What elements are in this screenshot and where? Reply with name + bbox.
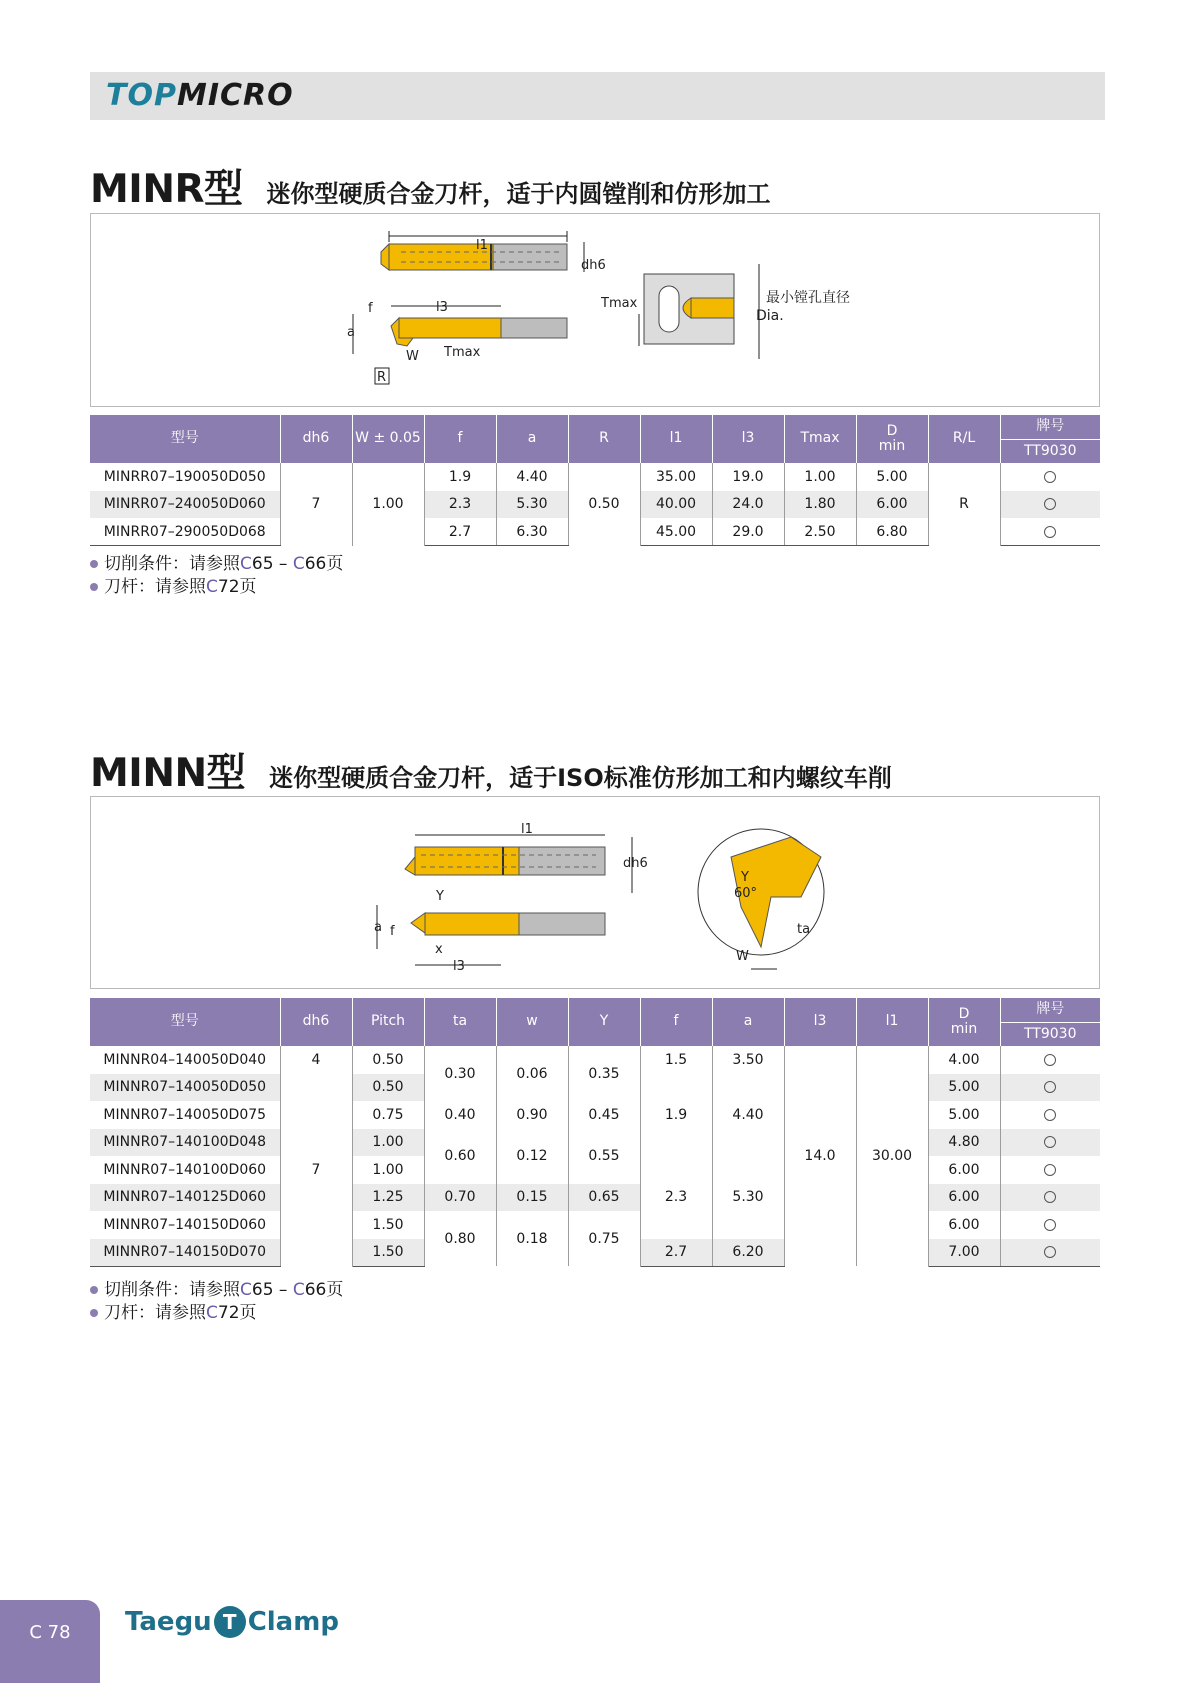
minr-dh6-label: dh6 xyxy=(581,258,606,273)
col-header-ta: ta xyxy=(424,998,496,1046)
minr-model-title: MINR型 xyxy=(90,167,243,212)
col-header-dh6: dh6 xyxy=(280,998,352,1046)
bullet-icon xyxy=(90,560,98,568)
minr-a-label: a xyxy=(347,325,355,340)
col-header-tt9030: TT9030 xyxy=(1000,439,1100,463)
col-header-tmax: Tmax xyxy=(784,415,856,463)
minr-f-label: f xyxy=(368,301,373,316)
holder-note: 刀杆：请参照C72页 xyxy=(90,576,343,599)
minn-angle-label: 60° xyxy=(734,886,758,901)
col-header-grade: 牌号 xyxy=(1000,415,1100,439)
bullet-icon xyxy=(90,1286,98,1294)
col-header-d-min: D min xyxy=(856,415,928,463)
minr-diagram xyxy=(90,213,1100,407)
minr-spec-table xyxy=(90,415,1100,546)
available-circle-icon xyxy=(1044,1054,1056,1066)
taegutec-logo: Taegu T Clamp xyxy=(125,1607,339,1637)
minn-y-label: Y xyxy=(436,889,444,904)
page-number: C 78 xyxy=(29,1622,71,1643)
minr-notes xyxy=(90,553,343,599)
minn-description: 迷你型硬质合金刀杆，适于ISO标准仿形加工和内螺纹车削 xyxy=(269,764,892,792)
available-circle-icon xyxy=(1044,498,1056,510)
minn-x-label: x xyxy=(435,942,443,957)
minn-section-title xyxy=(90,742,892,798)
minn-model-title: MINN型 xyxy=(90,751,246,796)
minr-diagram-drawing xyxy=(91,214,1101,408)
col-header-w: w xyxy=(496,998,568,1046)
col-header-tt9030: TT9030 xyxy=(1000,1022,1100,1046)
minr-section-title xyxy=(90,158,771,214)
minn-l3-label: l3 xyxy=(453,959,465,974)
col-header-pitch: Pitch xyxy=(352,998,424,1046)
available-circle-icon xyxy=(1044,1246,1056,1258)
col-header-l1: l1 xyxy=(856,998,928,1046)
col-header-a: a xyxy=(712,998,784,1046)
minn-w-label: W xyxy=(736,949,749,964)
available-circle-icon xyxy=(1044,1219,1056,1231)
col-header-l3: l3 xyxy=(712,415,784,463)
cutting-conditions-note: 切削条件：请参照C65 – C66页 xyxy=(90,1279,343,1302)
minr-dia-label: Dia. xyxy=(756,308,784,324)
available-circle-icon xyxy=(1044,1136,1056,1148)
table-row: MINRR07–290050D068 2.7 6.30 45.00 29.0 2.50 6.80 xyxy=(90,518,1100,546)
minr-l1-label: l1 xyxy=(476,238,488,253)
minr-description: 迷你型硬质合金刀杆，适于内圆镗削和仿形加工 xyxy=(266,180,771,208)
col-header-a: a xyxy=(496,415,568,463)
col-header-l3: l3 xyxy=(784,998,856,1046)
table-row: MINNR07–140050D075 0.75 0.40 0.90 0.45 5.00 xyxy=(90,1101,1100,1129)
table-row: MINNR07–140150D060 1.50 0.80 0.18 0.75 6.00 xyxy=(90,1211,1100,1239)
col-header-d-min: D min xyxy=(928,998,1000,1046)
bullet-icon xyxy=(90,583,98,591)
minn-dh6-label: dh6 xyxy=(623,856,648,871)
minn-f-label: f xyxy=(390,924,395,939)
minn-notes xyxy=(90,1279,343,1325)
table-row: MINRR07–190050D050 7 1.00 1.9 4.40 0.50 35.00 19.0 1.00 5.00 R xyxy=(90,463,1100,491)
table-row: MINNR07–140150D070 1.50 2.7 6.20 7.00 xyxy=(90,1239,1100,1267)
col-header-rl: R/L xyxy=(928,415,1000,463)
taegu-emblem-icon: T xyxy=(214,1606,246,1638)
table-row: MINNR07–140050D050 7 0.50 1.9 4.40 5.00 xyxy=(90,1074,1100,1102)
col-header-r: R xyxy=(568,415,640,463)
holder-note: 刀杆：请参照C72页 xyxy=(90,1302,343,1325)
minr-w-label: W xyxy=(406,349,419,364)
available-circle-icon xyxy=(1044,1191,1056,1203)
minr-tmax2-label: Tmax xyxy=(601,296,638,311)
col-header-l1: l1 xyxy=(640,415,712,463)
minr-l3-label: l3 xyxy=(436,300,448,315)
table-row: MINNR07–140125D060 1.25 0.70 0.15 0.65 6.00 xyxy=(90,1184,1100,1212)
col-header-model: 型号 xyxy=(90,998,280,1046)
col-header-y: Y xyxy=(568,998,640,1046)
minn-l1-label: l1 xyxy=(521,822,533,837)
col-header-dh6: dh6 xyxy=(280,415,352,463)
minn-spec-table xyxy=(90,998,1100,1267)
table-row: MINNR04–140050D040 4 0.50 0.30 0.06 0.35 1.5 3.50 14.0 30.00 4.00 xyxy=(90,1046,1100,1074)
available-circle-icon xyxy=(1044,1164,1056,1176)
available-circle-icon xyxy=(1044,1109,1056,1121)
available-circle-icon xyxy=(1044,526,1056,538)
available-circle-icon xyxy=(1044,471,1056,483)
minr-r-label: R xyxy=(377,370,387,385)
header-bar xyxy=(90,72,1105,120)
minn-y2-label: Y xyxy=(741,870,749,885)
col-header-model: 型号 xyxy=(90,415,280,463)
minn-diagram xyxy=(90,796,1100,989)
bullet-icon xyxy=(90,1309,98,1317)
table-row: MINNR07–140100D060 1.00 2.3 5.30 6.00 xyxy=(90,1156,1100,1184)
table-row: MINRR07–240050D060 2.3 5.30 40.00 24.0 1.80 6.00 xyxy=(90,491,1100,519)
minr-tmax-label: Tmax xyxy=(444,345,481,360)
col-header-grade: 牌号 xyxy=(1000,998,1100,1022)
minr-min-bore-label: 最小镗孔直径 xyxy=(766,290,850,306)
available-circle-icon xyxy=(1044,1081,1056,1093)
cutting-conditions-note: 切削条件：请参照C65 – C66页 xyxy=(90,553,343,576)
minn-ta-label: ta xyxy=(797,922,811,937)
topmicro-logo: TOPMICRO xyxy=(106,78,294,113)
table-row: MINNR07–140100D048 1.00 0.60 0.12 0.55 4.80 xyxy=(90,1129,1100,1157)
col-header-f: f xyxy=(640,998,712,1046)
minn-diagram-drawing xyxy=(91,797,1101,990)
minn-a-label: a xyxy=(374,920,382,935)
col-header-w: W ± 0.05 xyxy=(352,415,424,463)
col-header-f: f xyxy=(424,415,496,463)
page-number-tab xyxy=(0,1600,100,1683)
